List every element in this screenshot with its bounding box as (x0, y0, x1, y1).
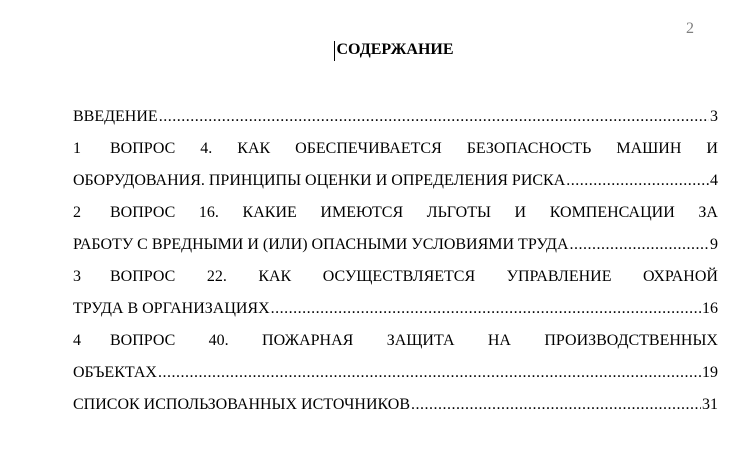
word: КАКИЕ (242, 204, 297, 221)
toc-entry-text: ВВЕДЕНИЕ (73, 108, 158, 125)
toc-entry-number: 2 (73, 204, 81, 221)
toc-entry-number: 4 (73, 332, 81, 349)
toc-entry-text: ОБОРУДОВАНИЯ. ПРИНЦИПЫ ОЦЕНКИ И ОПРЕДЕЛЕНИЯ РИСКА (73, 172, 566, 189)
toc-page-number: 3 (710, 108, 718, 125)
dot-leader (411, 389, 701, 421)
title-container (0, 39, 734, 61)
toc-page-number: 9 (710, 236, 718, 253)
word: БЕЗОПАСНОСТЬ (466, 140, 592, 157)
word: ВОПРОС (110, 332, 176, 349)
word: ЛЬГОТЫ (426, 204, 491, 221)
toc-entry-references[interactable] (73, 389, 718, 421)
toc-entry-text: ТРУДА В ОРГАНИЗАЦИЯХ (73, 300, 270, 317)
toc-entry-3-last-line[interactable] (73, 293, 718, 325)
toc-page-number: 19 (702, 364, 718, 381)
toc-entry-1-first-line[interactable] (73, 133, 718, 165)
toc-entry-number: 3 (73, 268, 81, 285)
word: КАК (237, 140, 271, 157)
toc-entry-4-last-line[interactable] (73, 357, 718, 389)
word: 40. (208, 332, 229, 349)
word: ПОЖАРНАЯ (262, 332, 354, 349)
document-title[interactable] (336, 39, 453, 61)
word: 4. (200, 140, 213, 157)
toc-entry-text: ОБЪЕКТАХ (73, 364, 157, 381)
word: ВОПРОС (110, 204, 176, 221)
word: ВОПРОС (110, 268, 176, 285)
toc-entry-number: 1 (73, 140, 81, 157)
document-title-text: СОДЕРЖАНИЕ (336, 41, 454, 58)
dot-leader (570, 229, 710, 261)
toc-page-number: 31 (702, 396, 718, 413)
word: МАШИН (616, 140, 682, 157)
toc-entry-2-first-line[interactable] (73, 197, 718, 229)
word: ОБЕСПЕЧИВАЕТСЯ (295, 140, 442, 157)
word: 16. (198, 204, 219, 221)
dot-leader (158, 357, 701, 389)
toc-entry-3-first-line[interactable] (73, 261, 718, 293)
toc-entry-text: СПИСОК ИСПОЛЬЗОВАННЫХ ИСТОЧНИКОВ (73, 396, 411, 413)
toc-entry-text: РАБОТУ С ВРЕДНЫМИ И (ИЛИ) ОПАСНЫМИ УСЛОВИЯМИ ТРУДА (73, 236, 569, 253)
toc-entry-2-last-line[interactable] (73, 229, 718, 261)
word: ОСУЩЕСТВЛЯЕТСЯ (322, 268, 476, 285)
text-cursor (334, 41, 335, 61)
toc-entry-introduction[interactable] (73, 101, 718, 133)
toc-entry-1-last-line[interactable] (73, 165, 718, 197)
word: И (706, 140, 718, 157)
word: КОМПЕНСАЦИИ (549, 204, 675, 221)
word: ИМЕЮТСЯ (320, 204, 404, 221)
word: ПРОИЗВОДСТВЕННЫХ (544, 332, 718, 349)
word: ЗАЩИТА (386, 332, 455, 349)
word: И (514, 204, 527, 221)
dot-leader (159, 101, 709, 133)
word: ОХРАНОЙ (643, 268, 718, 285)
table-of-contents (73, 101, 718, 421)
dot-leader (271, 293, 701, 325)
word: 22. (206, 268, 227, 285)
toc-page-number: 4 (710, 172, 718, 189)
toc-entry-4-first-line[interactable] (73, 325, 718, 357)
word: ЗА (698, 204, 718, 221)
word: НА (487, 332, 511, 349)
word: КАК (258, 268, 292, 285)
word: УПРАВЛЕНИЕ (506, 268, 612, 285)
dot-leader (566, 165, 709, 197)
page-number: 2 (686, 20, 694, 37)
toc-page-number: 16 (702, 300, 718, 317)
word: ВОПРОС (110, 140, 176, 157)
